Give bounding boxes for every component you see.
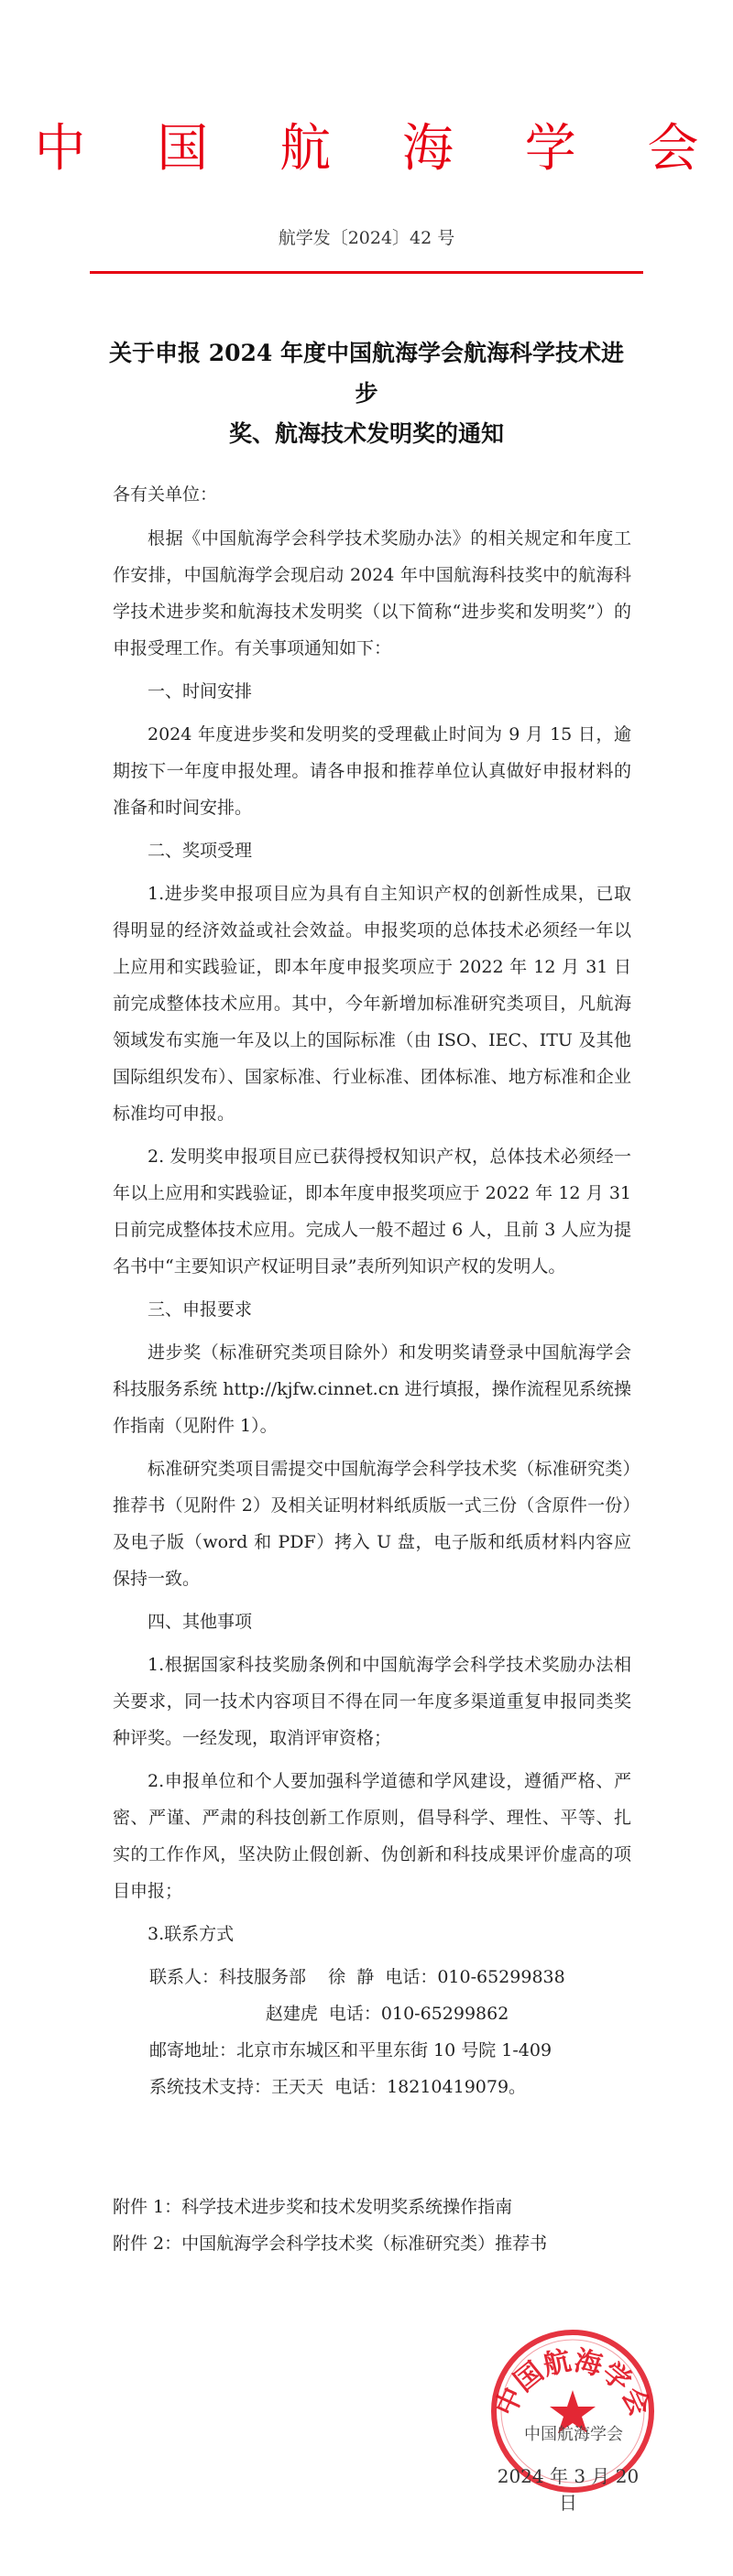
section-1-paragraph: 2024 年度进步奖和发明奖的受理截止时间为 9 月 15 日，逾期按下一年度申报处理。请各申报和推荐单位认真做好申报材料的准备和时间安排。 — [113, 724, 631, 818]
section-3-paragraph-1: 进步奖（标准研究类项目除外）和发明奖请登录中国航海学会科技服务系统 http://kjfw.cinnet.cn 进行填报，操作流程见系统操作指南（见附件 1）。 — [113, 1342, 631, 1436]
notice-body — [113, 476, 631, 2105]
attachment-1: 附件 1：科学技术进步奖和技术发明奖系统操作指南 — [113, 2197, 513, 2217]
contact-line-2: 赵建虎 电话：010-65299862 — [149, 2004, 509, 2024]
seal-text: 中国航海学会 — [489, 2344, 656, 2421]
attachment-2: 附件 2：中国航海学会科学技术奖（标准研究类）推荐书 — [113, 2234, 548, 2254]
red-divider-rule — [90, 271, 643, 274]
tech-support-contact: 系统技术支持：王天天 电话：18210419079。 — [149, 2077, 527, 2097]
section-2-heading: 二、奖项受理 — [148, 841, 253, 861]
doc-number: 航学发〔2024〕42 号 — [278, 228, 455, 248]
section-2-paragraph-2: 2. 发明奖申报项目应已获得授权知识产权，总体技术必须经一年以上应用和实践验证，即本年度申报奖项应于 2022 年 12 月 31 日前完成整体技术应用。完成人一般不超过 6 人，且前 3 人应为提名书中“主要知识产权证明目录”表所列知识产权的发明人。 — [113, 1147, 631, 1277]
attachments-list — [113, 2189, 662, 2262]
mailing-address: 邮寄地址：北京市东城区和平里东街 10 号院 1-409 — [149, 2040, 552, 2060]
section-4-heading: 四、其他事项 — [148, 1612, 253, 1632]
section-3-heading: 三、申报要求 — [148, 1299, 253, 1320]
document-title-line-1: 关于申报 2024 年度中国航海学会航海科学技术进步 — [109, 340, 624, 407]
signing-organization: 中国航海学会 — [524, 2425, 623, 2444]
section-4-paragraph-3: 3.联系方式 — [148, 1924, 235, 1944]
document-title-line-2: 奖、航海技术发明奖的通知 — [228, 420, 504, 447]
section-1-heading: 一、时间安排 — [148, 681, 253, 701]
section-4-paragraph-2: 2.申报单位和个人要加强科学道德和学风建设，遵循严格、严密、严谨、严肃的科技创新工作原则，倡导科学、理性、平等、扎实的工作作风，坚决防止假创新、伪创新和科技成果评价虚高的项目申报； — [113, 1771, 631, 1901]
section-3-paragraph-2: 标准研究类项目需提交中国航海学会科学技术奖（标准研究类）推荐书（见附件 2）及相关证明材料纸质版一式三份（含原件一份）及电子版（word 和 PDF）拷入 U 盘，电子版和纸质材料内容应保持一致。 — [113, 1459, 631, 1589]
org-title: 中 国 航 海 学 会 — [34, 119, 727, 179]
section-2-paragraph-1: 1.进步奖申报项目应为具有自主知识产权的创新性成果，已取得明显的经济效益或社会效益。申报奖项的总体技术必须经一年以上应用和实践验证，即本年度申报奖项应于 2022 年 12 月 31 日前完成整体技术应用。其中，今年新增加标准研究类项目，凡航海领域发布实施一年及以上的国际标准（由 ISO、IEC、ITU 及其他国际组织发布）、国家标准、行业标准、团体标准、地方标准和企业标准均可申报。 — [113, 884, 631, 1124]
section-4-paragraph-1: 1.根据国家科技奖励条例和中国航海学会科学技术奖励办法相关要求，同一技术内容项目不得在同一年度多渠道重复申报同类奖种评奖。一经发现，取消评审资格； — [113, 1655, 631, 1748]
intro-paragraph: 根据《中国航海学会科学技术奖励办法》的相关规定和年度工作安排，中国航海学会现启动 2024 年中国航海科技奖中的航海科学技术进步奖和航海技术发明奖（以下简称“进步奖和发明奖”）的申报受理工作。有关事项通知如下： — [113, 528, 631, 658]
salutation: 各有关单位： — [113, 484, 218, 505]
contact-line-1: 联系人：科技服务部 徐 静 电话：010-65299838 — [149, 1967, 565, 1987]
signing-date: 2024 年 3 月 20 日 — [497, 2465, 640, 2514]
document-title — [101, 333, 632, 454]
